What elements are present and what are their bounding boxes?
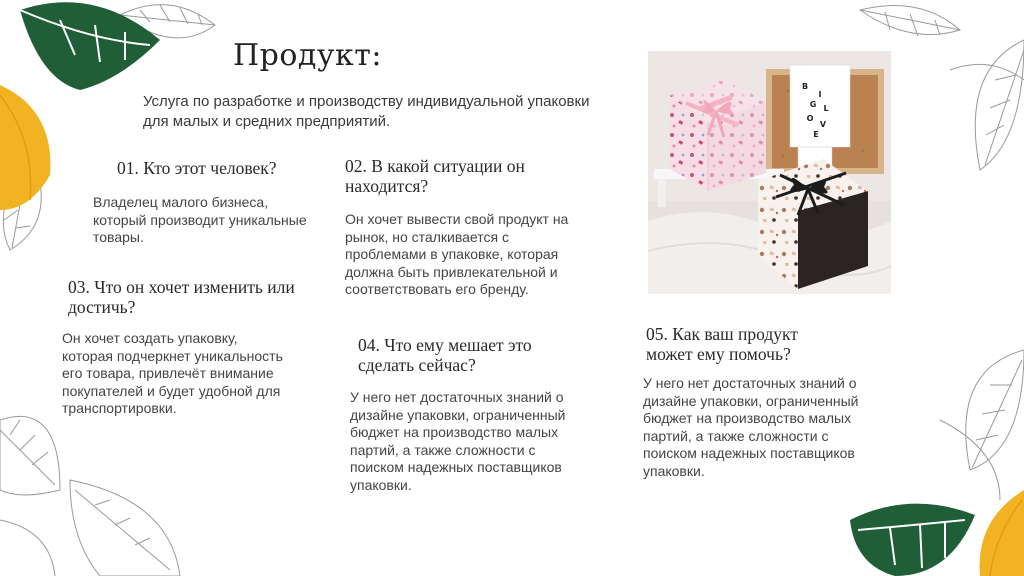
section-5-heading: 05. Как ваш продукт может ему помочь? bbox=[646, 324, 798, 364]
page-title: Продукт: bbox=[233, 38, 383, 73]
card-letter: G bbox=[809, 100, 817, 109]
card-letter: V bbox=[819, 120, 827, 129]
section-4-text: У него нет достаточных знаний о дизайне упаковки, ограниченный бюджет на производство малых партий, а также сложности с поиском надежных поставщиков упаковки. bbox=[350, 389, 566, 493]
product-photo bbox=[648, 51, 891, 294]
section-5-text: У него нет достаточных знаний о дизайне упаковки, ограниченный бюджет на производство малых партий, а также сложности с поиском надежных поставщиков упаковки. bbox=[643, 375, 859, 479]
section-4-heading: 04. Что ему мешает это сделать сейчас? bbox=[358, 335, 532, 375]
card-letter: O bbox=[806, 114, 814, 123]
section-1-text: Владелец малого бизнеса, который производит уникальные товары. bbox=[93, 194, 307, 245]
card-letter: I bbox=[818, 90, 822, 99]
card-letter: B bbox=[801, 82, 809, 91]
page-subtitle: Услуга по разработке и производству индивидуальной упаковки для малых и средних предприятий. bbox=[143, 93, 590, 130]
card-letter: E bbox=[813, 130, 819, 139]
section-3-heading: 03. Что он хочет изменить или достичь? bbox=[68, 277, 295, 317]
section-2-heading: 02. В какой ситуации он находится? bbox=[345, 156, 525, 196]
card-letter: L bbox=[823, 104, 829, 113]
section-3-text: Он хочет создать упаковку, которая подчеркнет уникальность его товара, привлечёт внимание покупателей и будет удобной для транспортировки. bbox=[62, 330, 283, 416]
section-2-text: Он хочет вывести свой продукт на рынок, но сталкивается с проблемами в упаковке, которая должна быть привлекательной и соответствовать его бренду. bbox=[345, 211, 569, 297]
section-1-heading: 01. Кто этот человек? bbox=[117, 158, 277, 178]
